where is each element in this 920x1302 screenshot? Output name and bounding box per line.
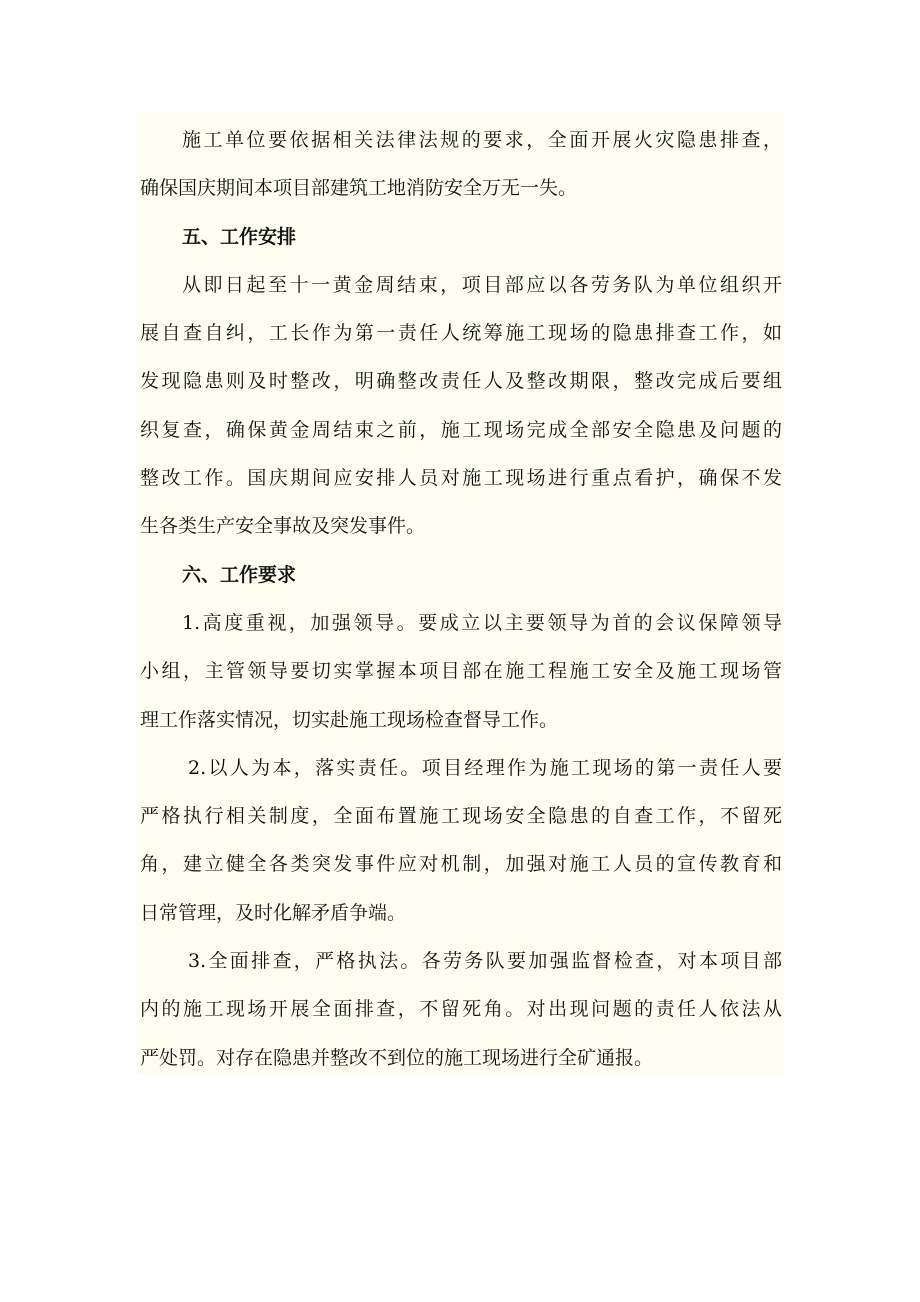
paragraph-line: 从即日起至十一黄金周结束，项目部应以各劳务队为单位组织开 xyxy=(182,273,782,296)
paragraph-line: 织复查，确保黄金周结束之前，施工现场完成全部安全隐患及问题的 xyxy=(140,418,782,441)
paragraph-line: 发现隐患则及时整改，明确整改责任人及整改期限，整改完成后要组 xyxy=(140,370,782,393)
document-body xyxy=(140,116,782,1082)
paragraph-line: 展自查自纠，工长作为第一责任人统筹施工现场的隐患排查工作，如 xyxy=(140,322,782,345)
paragraph-line: 整改工作。国庆期间应安排人员对施工现场进行重点看护，确保不发 xyxy=(140,467,782,490)
paragraph-line: 施工单位要依据相关法律法规的要求，全面开展火灾隐患排查， xyxy=(182,129,782,151)
list-item-line: 内的施工现场开展全面排查，不留死角。对出现问题的责任人依法从 xyxy=(140,998,782,1021)
paragraph-line: 确保国庆期间本项目部建筑工地消防安全万无一失。 xyxy=(140,177,578,200)
list-item-line: 小组，主管领导要切实掌握本项目部在施工程施工安全及施工现场管 xyxy=(140,660,782,683)
list-item-line: 严格执行相关制度，全面布置施工现场安全隐患的自查工作，不留死 xyxy=(140,805,782,828)
list-item-line: 1.高度重视，加强领导。要成立以主要领导为首的会议保障领导 xyxy=(182,611,782,634)
list-item-line: 日常管理，及时化解矛盾争端。 xyxy=(140,901,407,924)
list-item-line: 理工作落实情况，切实赴施工现场检查督导工作。 xyxy=(140,708,559,731)
section-heading: 五、工作安排 xyxy=(182,225,297,248)
list-item-line: 2.以人为本，落实责任。项目经理作为施工现场的第一责任人要 xyxy=(188,756,782,779)
list-item-line: 角，建立健全各类突发事件应对机制，加强对施工人员的宣传教育和 xyxy=(140,853,782,876)
list-item-line: 3.全面排查，严格执法。各劳务队要加强监督检查，对本项目部 xyxy=(188,950,782,973)
section-heading: 六、工作要求 xyxy=(182,563,297,586)
list-item-line: 严处罚。对存在隐患并整改不到位的施工现场进行全矿通报。 xyxy=(140,1046,654,1069)
paragraph-line: 生各类生产安全事故及突发事件。 xyxy=(140,515,426,538)
